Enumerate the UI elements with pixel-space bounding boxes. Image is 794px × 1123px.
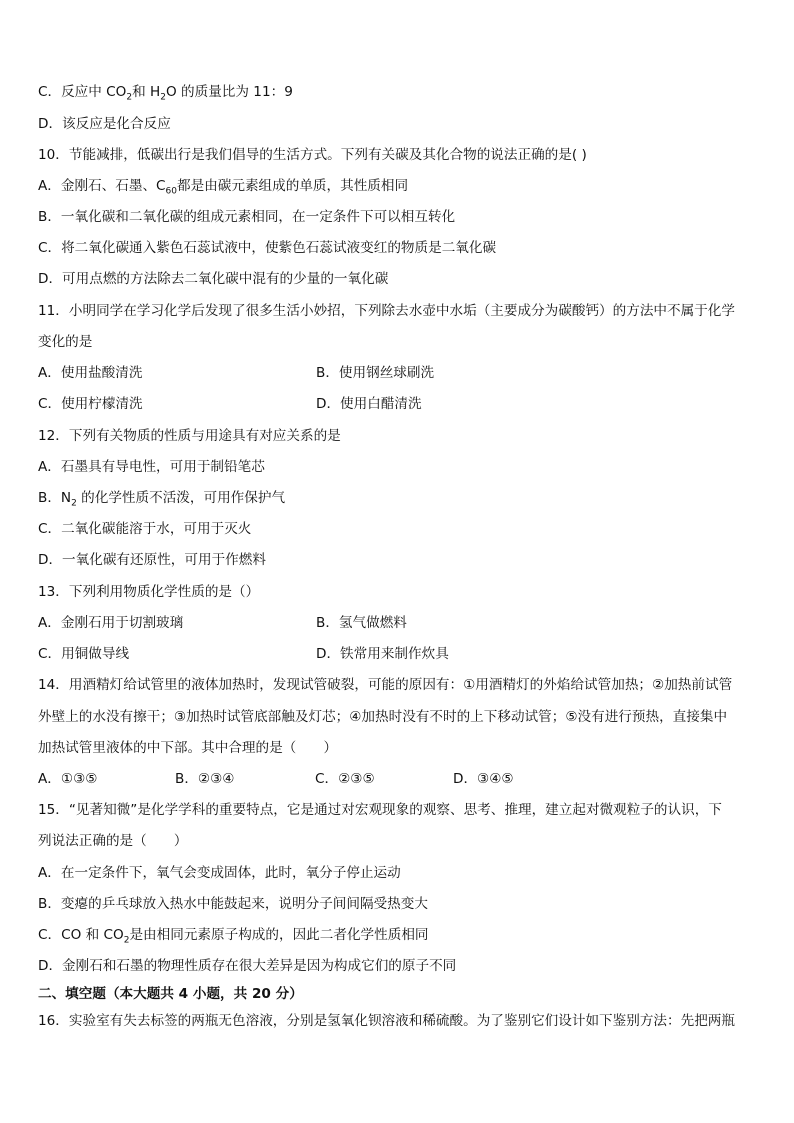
q10-option-d: D．可用点燃的方法除去二氧化碳中混有的少量的一氧化碳 <box>38 271 389 287</box>
subscript: 2 <box>123 935 130 946</box>
q9-option-c: C．反应中 $CO_2$和 $H_2O$ 的质量比为 11：9 <box>38 84 293 103</box>
q12-option-c: C．二氧化碳能溶于水，可用于灭火 <box>38 521 252 537</box>
q16-stem-line1: 16．实验室有失去标签的两瓶无色溶液，分别是氢氧化钡溶液和稀硫酸。为了鉴别它们设计如下鉴别方法：先把两瓶 <box>38 1013 735 1029</box>
q11-option-c: C．使用柠檬清洗 <box>38 396 143 412</box>
q13-stem: 13．下列利用物质化学性质的是（） <box>38 584 260 600</box>
subscript: 60 <box>165 186 177 197</box>
q11-option-a: A．使用盐酸清洗 <box>38 365 143 381</box>
q11-stem-line1: 11．小明同学在学习化学后发现了很多生活小妙招，下列除去水壶中水垢（主要成分为碳酸钙）的方法中不属于化学 <box>38 303 735 319</box>
subscript: 2 <box>160 92 166 103</box>
q15-option-d: D．金刚石和石墨的物理性质存在很大差异是因为构成它们的原子不同 <box>38 958 457 974</box>
q10-option-a: A．金刚石、石墨、$C_{60}$都是由碳元素组成的单质，其性质相同 <box>38 178 409 197</box>
subscript: 2 <box>71 498 77 509</box>
q14-stem-line1: 14．用酒精灯给试管里的液体加热时，发现试管破裂，可能的原因有：①用酒精灯的外焰给试管加热；②加热前试管 <box>38 677 733 693</box>
q9-option-d: D．该反应是化合反应 <box>38 116 171 132</box>
q11-option-d: D．使用白醋清洗 <box>316 396 422 412</box>
q14-option-a: A．①③⑤ <box>38 771 98 787</box>
q10-option-c: C．将二氧化碳通入紫色石蕊试液中，使紫色石蕊试液变红的物质是二氧化碳 <box>38 240 497 256</box>
q15-stem-line1: 15．“见著知微”是化学学科的重要特点，它是通过对宏观现象的观察、思考、推理，建立起对微观粒子的认识，下 <box>38 802 722 818</box>
q13-option-b: B．氢气做燃料 <box>316 615 407 631</box>
q12-option-b: B．$N_2$ 的化学性质不活泼，可用作保护气 <box>38 490 286 509</box>
q13-option-a: A．金刚石用于切割玻璃 <box>38 615 184 631</box>
q14-stem-line3: 加热试管里液体的中下部。其中合理的是（ ） <box>38 740 338 756</box>
q14-option-d: D．③④⑤ <box>453 771 514 787</box>
q13-option-d: D．铁常用来制作炊具 <box>316 646 449 662</box>
q12-option-a: A．石墨具有导电性，可用于制铅笔芯 <box>38 459 265 475</box>
q10-option-b: B．一氧化碳和二氧化碳的组成元素相同，在一定条件下可以相互转化 <box>38 209 456 225</box>
section-heading: 二、填空题（本大题共 4 小题，共 20 分） <box>38 986 303 1002</box>
q13-option-c: C．用铜做导线 <box>38 646 130 662</box>
q14-option-b: B．②③④ <box>175 771 235 787</box>
q12-stem: 12．下列有关物质的性质与用途具有对应关系的是 <box>38 428 341 444</box>
q11-stem-line2: 变化的是 <box>38 334 93 350</box>
q15-option-b: B．变瘪的乒乓球放入热水中能鼓起来，说明分子间间隔受热变大 <box>38 896 428 912</box>
q10-stem: 10．节能减排，低碳出行是我们倡导的生活方式。下列有关碳及其化合物的说法正确的是( ) <box>38 147 587 163</box>
q14-option-c: C．②③⑤ <box>315 771 375 787</box>
q15-stem-line2: 列说法正确的是（ ） <box>38 833 188 849</box>
q15-option-c: C．CO 和 $CO_2$是由相同元素原子构成的，因此二者化学性质相同 <box>38 927 429 946</box>
subscript: 2 <box>126 92 133 103</box>
q12-option-d: D．一氧化碳有还原性，可用于作燃料 <box>38 552 266 568</box>
q14-stem-line2: 外壁上的水没有擦干；③加热时试管底部触及灯芯；④加热时没有不时的上下移动试管；⑤没有进行预热，直接集中 <box>38 709 728 725</box>
q11-option-b: B．使用钢丝球刷洗 <box>316 365 435 381</box>
q15-option-a: A．在一定条件下，氧气会变成固体，此时，氧分子停止运动 <box>38 865 401 881</box>
